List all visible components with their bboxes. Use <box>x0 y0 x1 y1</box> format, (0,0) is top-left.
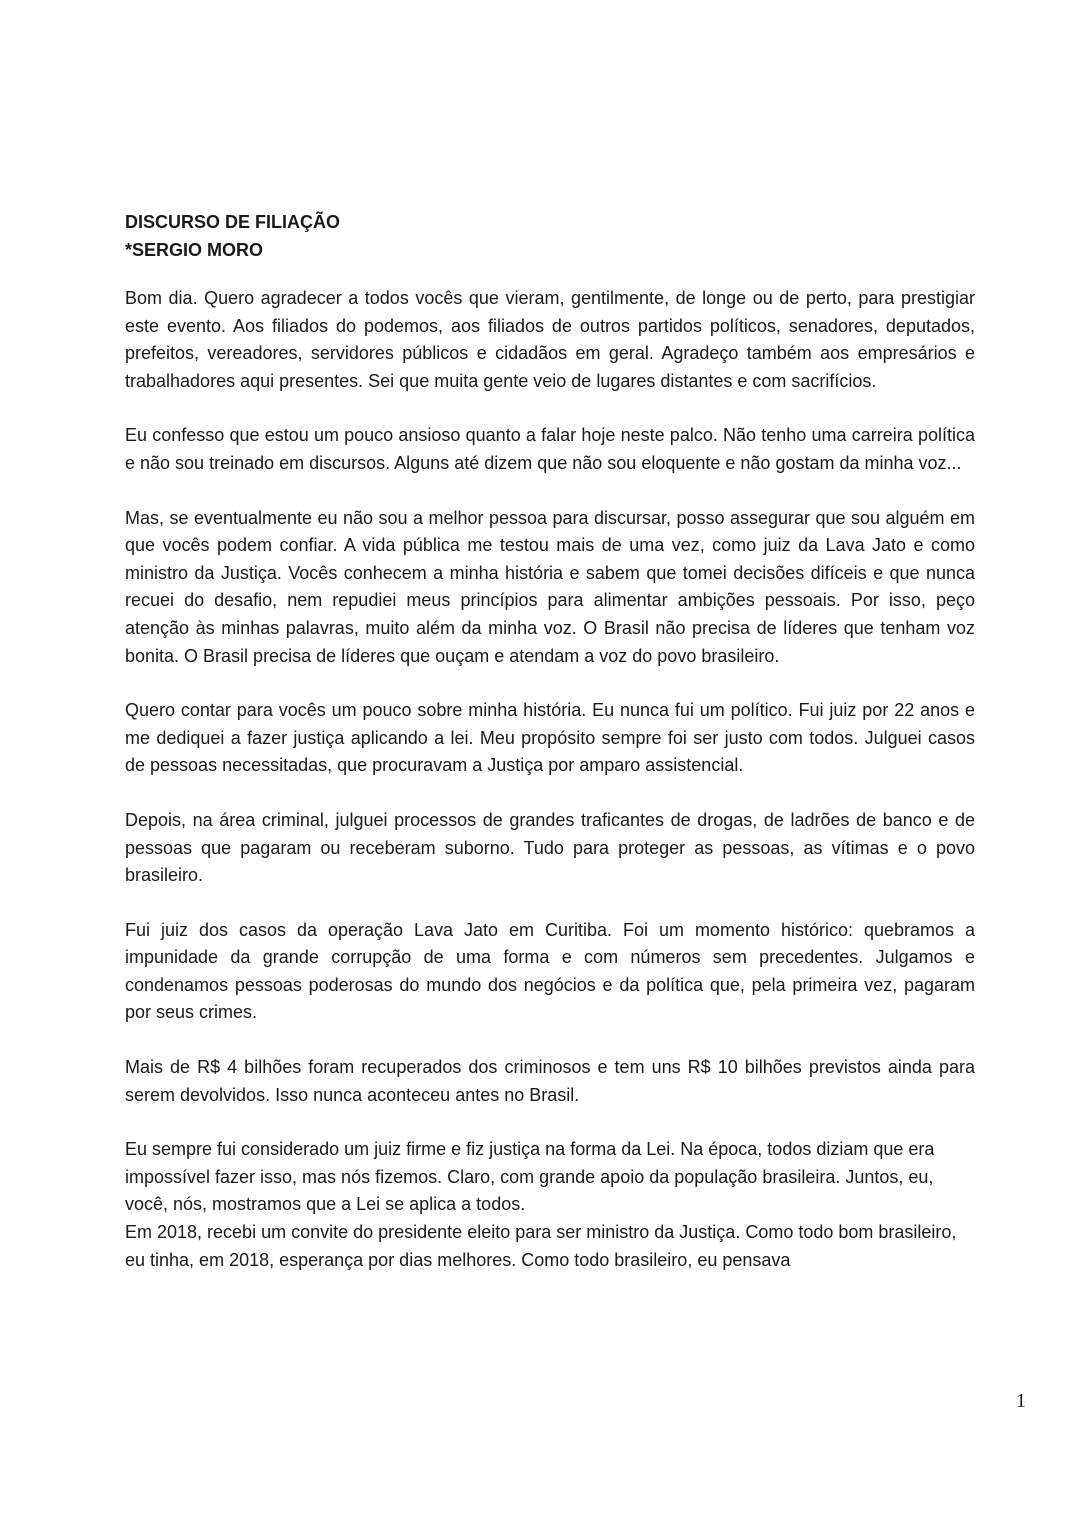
paragraph-greeting: Bom dia. Quero agradecer a todos vocês que vieram, gentilmente, de longe ou de perto, para prestigiar este evento. Aos filiados do podemos, aos filiados de outros partidos políticos, senadores, deputados, prefeitos, vereadores, servidores públicos e cidadãos em geral. Agradeço também aos empresários e trabalhadores aqui presentes. Sei que muita gente veio de lugares distantes e com sacrifícios. <box>125 288 975 391</box>
paragraph-trust: Mas, se eventualmente eu não sou a melhor pessoa para discursar, posso assegurar que sou alguém em que vocês podem confiar. A vida pública me testou mais de uma vez, como juiz da Lava Jato e como ministro da Justiça. Vocês conhecem a minha história e sabem que tomei decisões difíceis e que nunca recuei do desafio, nem repudiei meus princípios para alimentar ambições pessoais. Por isso, peço atenção às minhas palavras, muito além da minha voz. O Brasil não precisa de líderes que tenham voz bonita. O Brasil precisa de líderes que ouçam e atendam a voz do povo brasileiro. <box>125 507 975 666</box>
paragraph-2018-invitation: Em 2018, recebi um convite do presidente eleito para ser ministro da Justiça. Como todo bom brasileiro, eu tinha, em 2018, esperança por dias melhores. Como todo brasileiro, eu pensava <box>125 1222 957 1270</box>
heading-block <box>125 208 975 264</box>
paragraph-firm-judge: Eu sempre fui considerado um juiz firme e fiz justiça na forma da Lei. Na época, todos diziam que era impossível fazer isso, mas nós fizemos. Claro, com grande apoio da população brasileira. Juntos, eu, você, nós, mostramos que a Lei se aplica a todos. <box>125 1139 935 1215</box>
document-body <box>125 208 975 1274</box>
document-author: *SERGIO MORO <box>125 240 264 260</box>
paragraph-criminal-area: Depois, na área criminal, julguei processos de grandes traficantes de drogas, de ladrões de banco e de pessoas que pagaram ou receberam suborno. Tudo para proteger as pessoas, as vítimas e o povo brasileiro. <box>125 809 975 886</box>
paragraph-confession: Eu confesso que estou um pouco ansioso quanto a falar hoje neste palco. Não tenho uma carreira política e não sou treinado em discursos. Alguns até dizem que não sou eloquente e não gostam da minha voz... <box>125 425 975 473</box>
page-number: 1 <box>1016 1390 1026 1412</box>
document-title: DISCURSO DE FILIAÇÃO <box>125 212 341 232</box>
paragraph-lava-jato: Fui juiz dos casos da operação Lava Jato em Curitiba. Foi um momento histórico: quebramos a impunidade da grande corrupção de uma forma e com números sem precedentes. Julgamos e condenamos pessoas poderosas do mundo dos negócios e da política que, pela primeira vez, pagaram por seus crimes. <box>125 919 975 1023</box>
paragraph-history: Quero contar para vocês um pouco sobre minha história. Eu nunca fui um político. Fui juiz por 22 anos e me dediquei a fazer justiça aplicando a lei. Meu propósito sempre foi ser justo com todos. Julguei casos de pessoas necessitadas, que procuravam a Justiça por amparo assistencial. <box>125 700 975 776</box>
paragraph-recovered-funds: Mais de R$ 4 bilhões foram recuperados dos criminosos e tem uns R$ 10 bilhões previstos ainda para serem devolvidos. Isso nunca aconteceu antes no Brasil. <box>125 1057 975 1105</box>
